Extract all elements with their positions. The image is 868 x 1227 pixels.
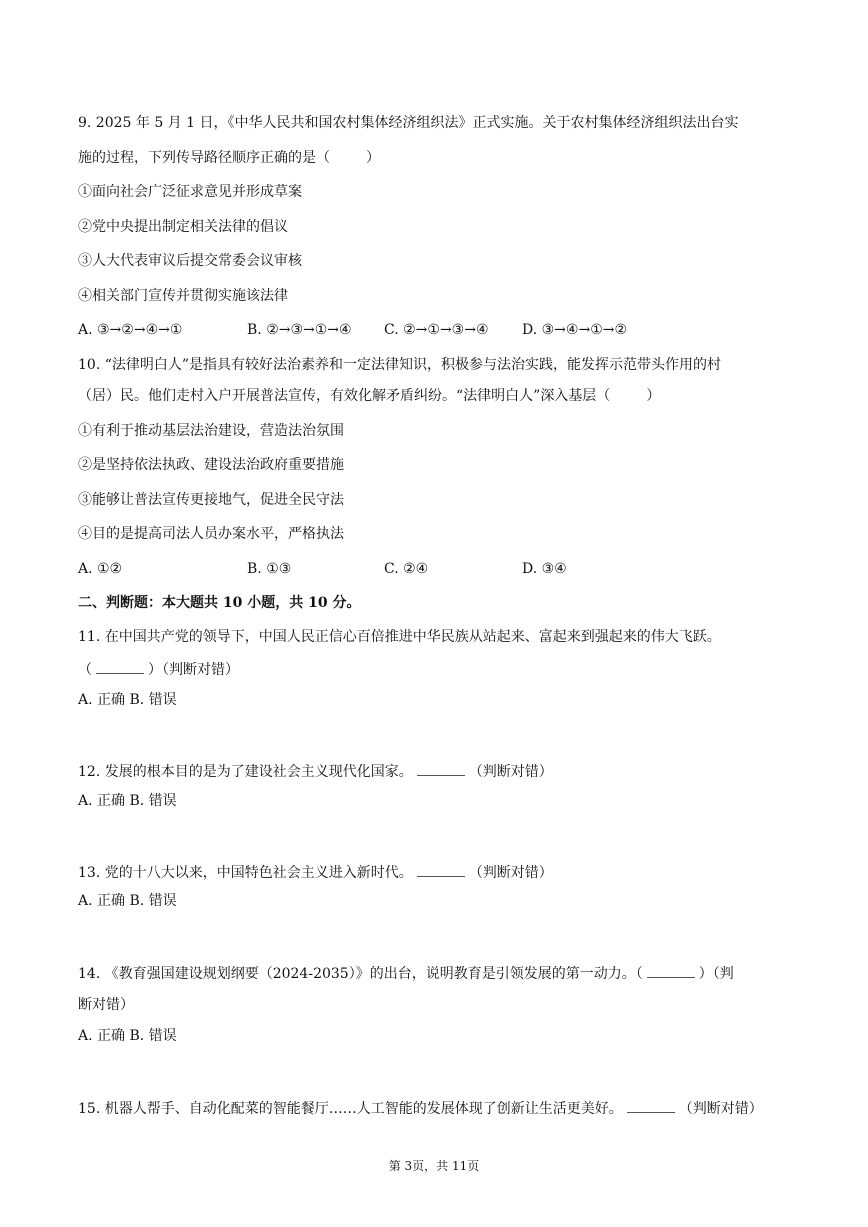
- q10-stem-line1: 10. “法律明白人”是指具有较好法治素养和一定法律知识，积极参与法治实践，能发挥示范带头作用的村: [78, 357, 722, 373]
- q10-item-1: ①有利于推动基层法治建设，营造法治氛围: [78, 423, 344, 439]
- q14-answer-blank: [647, 963, 695, 978]
- q15-answer-blank: [627, 1098, 675, 1113]
- q13-stem-text: 13. 党的十八大以来，中国特色社会主义进入新时代。: [78, 865, 413, 881]
- section-heading: 二、判断题：本大题共 10 小题，共 10 分。: [78, 595, 361, 611]
- q12-suffix: （判断对错）: [468, 764, 553, 780]
- q11-answer-options: A. 正确 B. 错误: [78, 692, 177, 708]
- q14-stem-text: 14. 《教育强国建设规划纲要（2024-2035）》的出台，说明教育是引领发展的第一动力。（: [78, 966, 643, 982]
- q11-answer-blank: [96, 659, 144, 674]
- q10-item-4: ④目的是提高司法人员办案水平，严格执法: [78, 526, 344, 542]
- q9-item-4: ④相关部门宣传并贯彻实施该法律: [78, 288, 288, 304]
- q10-option-a: A. ①②: [78, 561, 123, 577]
- q13-answer-options: A. 正确 B. 错误: [78, 893, 177, 909]
- q9-item-2: ②党中央提出制定相关法律的倡议: [78, 219, 288, 235]
- q11-paren-open: （: [78, 662, 92, 678]
- q9-option-c: C. ②→①→③→④: [384, 322, 489, 338]
- q14-stem-line1: [78, 963, 734, 984]
- q10-stem-line2: [78, 386, 660, 406]
- q10-stem-paren-close: ）: [646, 388, 661, 404]
- page-footer: 第 3页，共 11页: [388, 1159, 480, 1173]
- q13-stem: [78, 862, 553, 883]
- q9-option-b: B. ②→③→①→④: [247, 322, 352, 338]
- q9-stem-text: 施的过程，下列传导路径顺序正确的是（: [78, 150, 330, 166]
- q14-stem-line2: 断对错）: [78, 997, 134, 1013]
- q14-answer-options: A. 正确 B. 错误: [78, 1028, 177, 1044]
- q12-stem: [78, 761, 553, 782]
- q9-item-3: ③人大代表审议后提交常委会议审核: [78, 253, 302, 269]
- q12-stem-text: 12. 发展的根本目的是为了建设社会主义现代化国家。: [78, 764, 413, 780]
- q15-suffix: （判断对错）: [678, 1101, 763, 1117]
- q15-stem-text: 15. 机器人帮手、自动化配菜的智能餐厅……人工智能的发展体现了创新让生活更美好。: [78, 1101, 623, 1117]
- q9-option-d: D. ③→④→①→②: [522, 322, 628, 338]
- q12-answer-blank: [417, 761, 465, 776]
- q9-stem-line1: 9. 2025 年 5 月 1 日，《中华人民共和国农村集体经济组织法》正式实施。关于农村集体经济组织法出台实: [78, 115, 739, 131]
- q9-stem-line2: [78, 148, 380, 168]
- q10-stem-text: （居）民。他们走村入户开展普法宣传，有效化解矛盾纠纷。“法律明白人”深入基层（: [78, 388, 611, 404]
- q10-option-d: D. ③④: [522, 561, 567, 577]
- q9-stem-paren-close: ）: [366, 150, 380, 166]
- q13-suffix: （判断对错）: [468, 865, 553, 881]
- q10-option-c: C. ②④: [384, 561, 429, 577]
- q15-stem: [78, 1098, 763, 1119]
- q12-answer-options: A. 正确 B. 错误: [78, 793, 177, 809]
- q9-item-1: ①面向社会广泛征求意见并形成草案: [78, 184, 302, 200]
- q14-paren-close: ）（判: [698, 966, 734, 982]
- q10-option-b: B. ①③: [247, 561, 292, 577]
- q11-stem-line2: [78, 659, 239, 680]
- q10-item-3: ③能够让普法宣传更接地气，促进全民守法: [78, 492, 344, 508]
- q13-answer-blank: [417, 862, 465, 877]
- q11-stem-line1: 11. 在中国共产党的领导下，中国人民正信心百倍推进中华民族从站起来、富起来到强起来的伟大飞跃。: [78, 629, 721, 645]
- q10-item-2: ②是坚持依法执政、建设法治政府重要措施: [78, 457, 344, 473]
- q9-option-a: A. ③→②→④→①: [78, 322, 183, 338]
- q11-paren-close: ）（判断对错）: [148, 662, 239, 678]
